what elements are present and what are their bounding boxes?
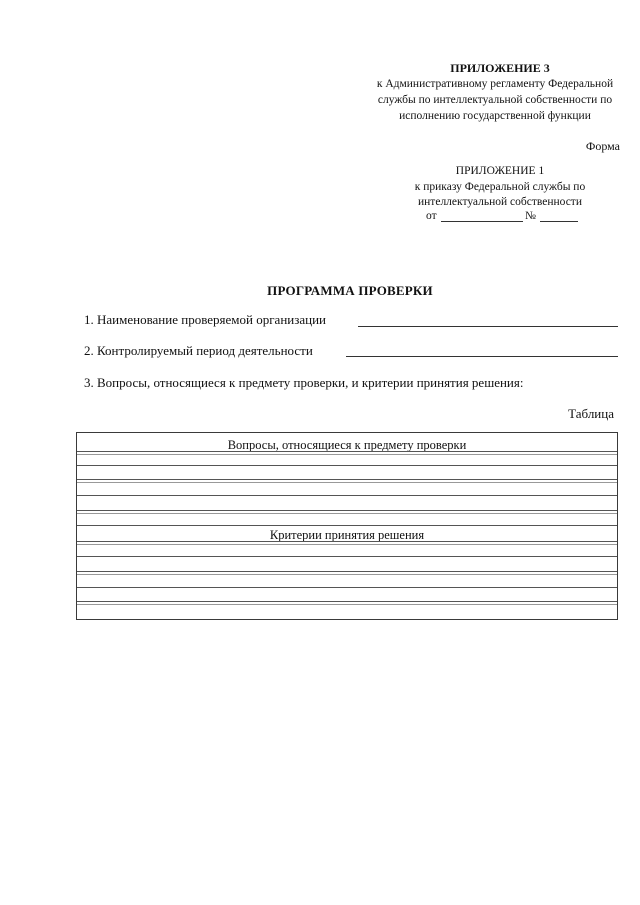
table-rule [77, 571, 617, 575]
attachment1-line2: интеллектуальной собственности [418, 196, 582, 208]
number-blank-line [540, 221, 578, 222]
table-rule [77, 479, 617, 483]
table-rule [77, 601, 617, 605]
control-period-line [346, 356, 618, 357]
table-rule [77, 556, 617, 557]
questions-header: Вопросы, относящиеся к предмету проверки [227, 438, 467, 452]
date-from-label: от [426, 210, 437, 222]
attachment3-title: ПРИЛОЖЕНИЕ 3 [450, 61, 550, 75]
attachment1-title: ПРИЛОЖЕНИЕ 1 [455, 165, 545, 177]
item-organization-name: 1. Наименование проверяемой организации [84, 312, 327, 327]
table-rule [77, 541, 617, 545]
questions-criteria-table [76, 432, 618, 620]
organization-name-line [358, 326, 618, 327]
form-label: Форма [585, 139, 620, 153]
item-control-period: 2. Контролируемый период деятельности [84, 343, 313, 358]
table-rule [77, 451, 617, 455]
attachment1-line1: к приказу Федеральной службы по [414, 181, 586, 193]
date-blank-line [441, 221, 523, 222]
table-rule [77, 510, 617, 514]
item-questions-criteria: 3. Вопросы, относящиеся к предмету проверки, и критерии принятия решения: [84, 375, 524, 390]
table-rule [77, 587, 617, 588]
attachment3-line3: исполнению государственной функции [399, 110, 591, 122]
number-label: № [525, 210, 536, 222]
criteria-header: Критерии принятия решения [269, 528, 425, 542]
table-rule [77, 495, 617, 496]
table-rule [77, 465, 617, 466]
attachment3-line2: службы по интеллектуальной собственности по [377, 94, 613, 106]
program-title: ПРОГРАММА ПРОВЕРКИ [267, 283, 433, 298]
attachment3-line1: к Административному регламенту Федеральной [376, 78, 614, 90]
table-label: Таблица [568, 406, 614, 421]
table-rule [77, 525, 617, 526]
